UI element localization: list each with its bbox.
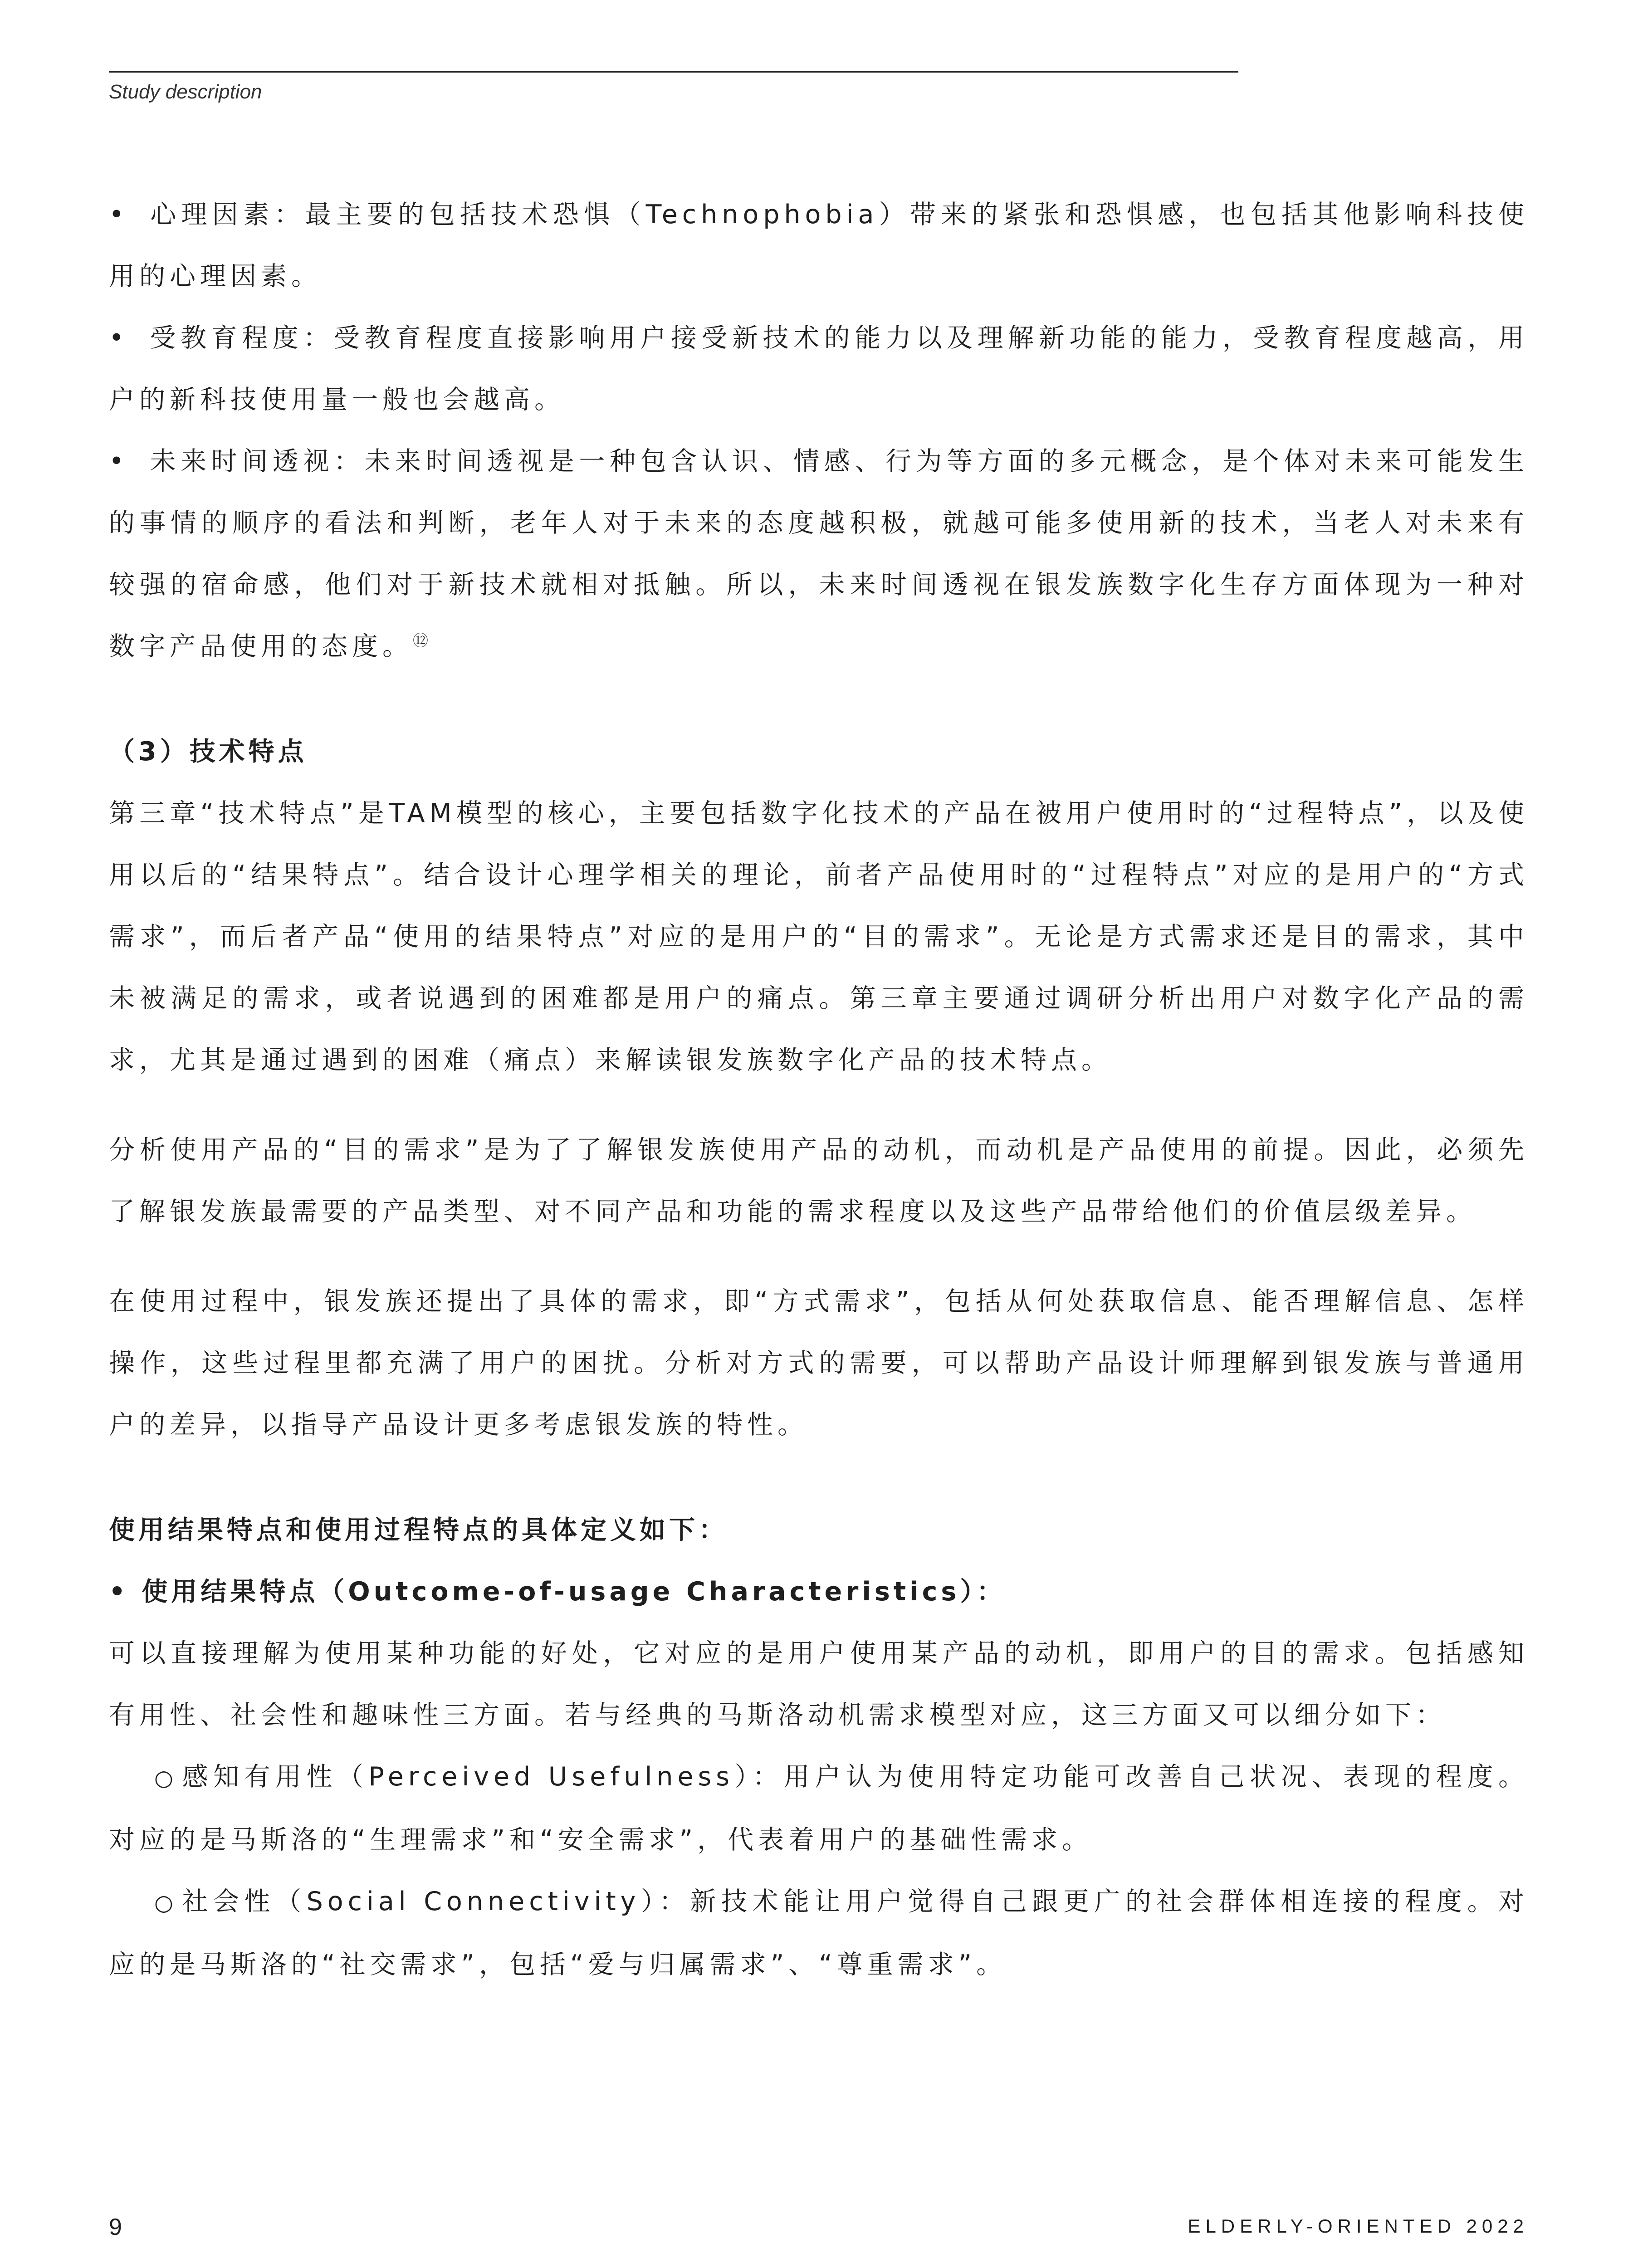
subitem-text: 新技术能让用户觉得自己跟更广的社会群体相连接的程度。对应的是马斯洛的“社交需求”，包括“爱与归属需求”、“尊重需求”。 <box>109 1887 1529 1980</box>
section-heading: （3）技术特点 <box>109 737 308 767</box>
bullet-label: 未来时间透视： <box>150 446 365 476</box>
bullet-future-time <box>109 430 1529 677</box>
bullet-dot: • <box>109 323 129 353</box>
subitem-label: 感知有用性（Perceived Usefulness）： <box>181 1762 784 1792</box>
subitem-label: 社会性（Social Connectivity）： <box>181 1887 690 1916</box>
bullet-text: 未来时间透视是一种包含认识、情感、行为等方面的多元概念，是个体对未来可能发生的事情的顺序的看法和判断，老年人对于未来的态度越积极，就越可能多使用新的技术，当老人对未来有较强的宿命感，他们对于新技术就相对抵触。所以，未来时间透视在银发族数字化生存方面体现为一种对数字产品使用的态度。 <box>109 446 1529 661</box>
outcome-text: 可以直接理解为使用某种功能的好处，它对应的是用户使用某产品的动机，即用户的目的需求。包括感知有用性、社会性和趣味性三方面。若与经典的马斯洛动机需求模型对应，这三方面又可以细分如下： <box>109 1638 1529 1730</box>
definitions-heading: 使用结果特点和使用过程特点的具体定义如下： <box>109 1515 728 1545</box>
header-rule <box>109 71 1238 73</box>
bullet-text: 受教育程度直接影响用户接受新技术的能力以及理解新功能的能力，受教育程度越高，用户的新科技使用量一般也会越高。 <box>109 323 1529 415</box>
circle-bullet-icon: ○ <box>154 1765 178 1791</box>
bullet-education <box>109 307 1529 430</box>
bullet-label: 心理因素： <box>150 200 305 230</box>
outcome-title: • 使用结果特点（Outcome-of-usage Characteristics）： <box>109 1577 1006 1607</box>
bullet-dot: • <box>109 446 129 476</box>
bullet-label: 受教育程度： <box>150 323 334 353</box>
page-number: 9 <box>109 2214 122 2240</box>
subitem-text: 用户认为使用特定功能可改善自己状况、表现的程度。对应的是马斯洛的“生理需求”和“安全需求”，代表着用户的基础性需求。 <box>109 1762 1529 1855</box>
subitem-perceived-usefulness <box>109 1746 1529 1871</box>
circle-bullet-icon: ○ <box>154 1890 178 1916</box>
section-label: Study description <box>109 81 262 103</box>
publication-title: ELDERLY-ORIENTED 2022 <box>1188 2215 1529 2237</box>
bullet-dot: • <box>109 200 129 230</box>
paragraph: 第三章“技术特点”是TAM模型的核心，主要包括数字化技术的产品在被用户使用时的“过程特点”，以及使用以后的“结果特点”。结合设计心理学相关的理论，前者产品使用时的“过程特点”对应的是用户的“方式需求”，而后者产品“使用的结果特点”对应的是用户的“目的需求”。无论是方式需求还是目的需求，其中未被满足的需求，或者说遇到的困难都是用户的痛点。第三章主要通过调研分析出用户对数字化产品的需求，尤其是通过遇到的困难（痛点）来解读银发族数字化产品的技术特点。 <box>109 798 1529 1075</box>
bullet-text: 最主要的包括技术恐惧（Technophobia）带来的紧张和恐惧感，也包括其他影响科技使用的心理因素。 <box>109 200 1529 291</box>
bullet-psychology <box>109 184 1529 307</box>
footnote-ref: ⑫ <box>413 632 433 650</box>
subitem-social-connectivity <box>109 1871 1529 1995</box>
paragraph: 在使用过程中，银发族还提出了具体的需求，即“方式需求”，包括从何处获取信息、能否理解信息、怎样操作，这些过程里都充满了用户的困扰。分析对方式的需要，可以帮助产品设计师理解到银发族与普通用户的差异，以指导产品设计更多考虑银发族的特性。 <box>109 1286 1529 1440</box>
page-body <box>109 184 1529 1995</box>
paragraph: 分析使用产品的“目的需求”是为了了解银发族使用产品的动机，而动机是产品使用的前提。因此，必须先了解银发族最需要的产品类型、对不同产品和功能的需求程度以及这些产品带给他们的价值层级差异。 <box>109 1135 1529 1227</box>
